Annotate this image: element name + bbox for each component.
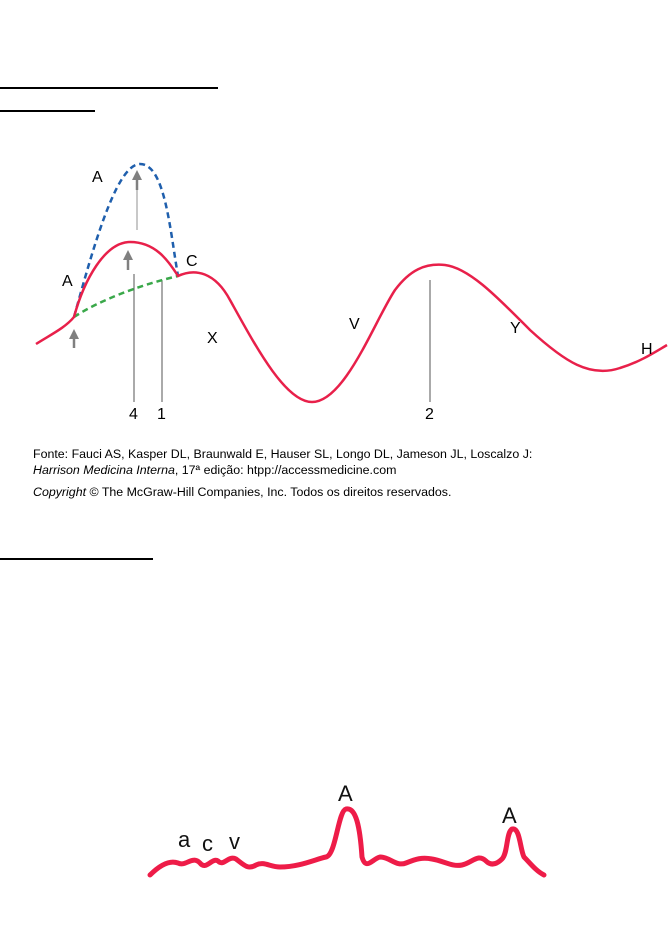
heading-underline-2: [0, 110, 95, 112]
marker-number-2: 2: [425, 406, 434, 423]
caption-copyright: [33, 484, 451, 500]
caption-source-text: Fonte: Fauci AS, Kasper DL, Braunwald E, Hauser SL, Longo DL, Jameson JL, Loscalzo J:: [33, 447, 533, 461]
label-small-a: a: [178, 827, 191, 852]
marker-number-1: 1: [157, 406, 166, 423]
heading-underline-1: [0, 87, 218, 89]
caption-book-title: Harrison Medicina Interna: [33, 463, 175, 477]
label-cannon-a: A: [92, 169, 103, 186]
label-v-wave: V: [349, 316, 360, 333]
heading-underline-3: [0, 558, 153, 560]
label-big-a-1: A: [338, 781, 353, 806]
label-h-wave: H: [641, 341, 653, 358]
caption-copyright-rest: © The McGraw-Hill Companies, Inc. Todos os direitos reservados.: [86, 485, 452, 499]
caption-reference: [33, 462, 396, 478]
label-small-v: v: [229, 829, 240, 854]
label-small-c: c: [202, 831, 213, 856]
label-big-a-2: A: [502, 803, 517, 828]
cannon-a-wave-trace-diagram: [140, 775, 560, 885]
label-c-wave: C: [186, 253, 198, 270]
caption-copyright-word: Copyright: [33, 485, 87, 499]
jugular-venous-pulse-diagram: [0, 150, 670, 430]
caption-edition: , 17ª edição: htpp://accessmedicine.com: [174, 463, 397, 477]
caption-source: [33, 446, 532, 462]
label-y-descent: Y: [510, 320, 521, 337]
label-x-descent: X: [207, 330, 218, 347]
label-a-wave: A: [62, 273, 73, 290]
marker-number-4: 4: [129, 406, 138, 423]
